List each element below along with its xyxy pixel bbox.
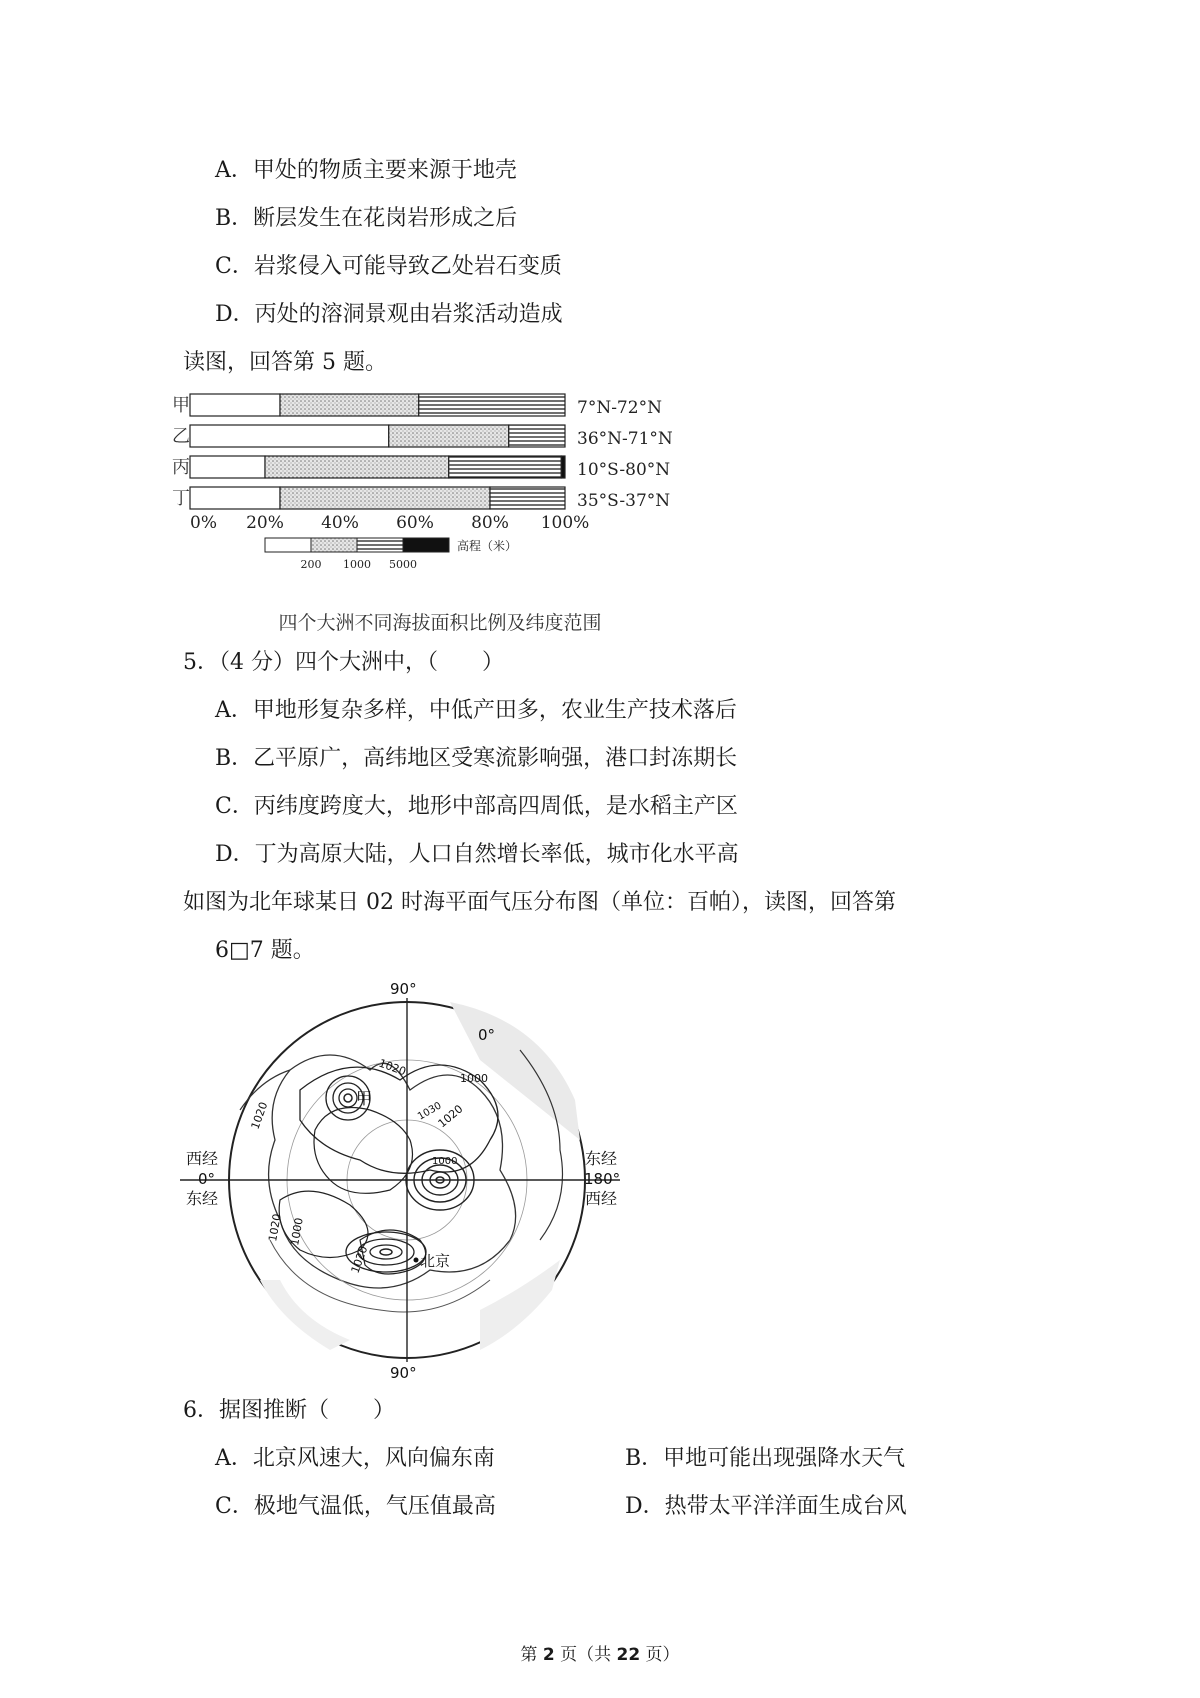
x-tick-label: 20% [246, 513, 284, 533]
q6-option-a: A．北京风速大，风向偏东南 [215, 1446, 495, 1471]
category-label: 丁 [172, 488, 190, 509]
footer-page-number: 2 [542, 1645, 555, 1665]
bar-segment [449, 456, 562, 478]
legend-swatch [357, 538, 403, 552]
x-tick-label: 40% [321, 513, 359, 533]
bar-segment [561, 456, 565, 478]
isobar-label: 1020 [376, 1056, 408, 1079]
label-east-right: 东经 [585, 1149, 618, 1168]
q6-option-b: B．甲地可能出现强降水天气 [625, 1446, 906, 1471]
q4-option-b: B．断层发生在花岗岩形成之后 [215, 206, 518, 231]
q5-option-c: C．丙纬度跨度大，地形中部高四周低，是水稻主产区 [215, 794, 738, 819]
latitude-range-label: 10°S-80°N [577, 460, 671, 480]
low-jia-ring [339, 1089, 357, 1107]
q4-option-c: C．岩浆侵入可能导致乙处岩石变质 [215, 254, 562, 279]
isobar-label: 1000 [288, 1216, 306, 1247]
bar-segment [389, 425, 509, 447]
pressure-map [180, 980, 620, 1380]
q67-intro-line1: 如图为北年球某日 02 时海平面气压分布图（单位：百帕），读图，回答第 [183, 890, 896, 915]
isobar-label: 1030 [416, 1100, 444, 1123]
x-tick-label: 0% [190, 513, 217, 533]
footer-text: 页） [640, 1645, 680, 1665]
ocean-patch [480, 1260, 560, 1350]
legend-threshold: 5000 [389, 558, 417, 571]
q67-intro-line2: 6□7 题。 [215, 938, 315, 963]
latitude-range-label: 35°S-37°N [577, 491, 671, 511]
x-tick-label: 100% [540, 513, 590, 533]
bar-segment [280, 487, 490, 509]
q6-option-d: D．热带太平洋洋面生成台风 [625, 1494, 907, 1519]
legend-threshold: 200 [300, 558, 322, 571]
bar-segment [190, 394, 280, 416]
beijing-point [414, 1258, 419, 1263]
bar-segment [509, 425, 565, 447]
x-tick-label: 80% [471, 513, 509, 533]
bar-segment [190, 487, 280, 509]
q5-intro: 读图，回答第 5 题。 [183, 350, 387, 375]
bar-segment [265, 456, 449, 478]
isobar-label: 1000 [460, 1072, 488, 1085]
q5-option-a: A．甲地形复杂多样，中低产田多，农业生产技术落后 [215, 698, 737, 723]
label-east-left: 东经 [186, 1189, 219, 1208]
q6-option-c: C．极地气温低，气压值最高 [215, 1494, 496, 1519]
label-180-deg: 180° [584, 1170, 621, 1188]
q5-option-d: D．丁为高原大陆，人口自然增长率低，城市化水平高 [215, 842, 739, 867]
ocean-patch [450, 1002, 580, 1140]
isobar-label: 1020 [266, 1212, 284, 1243]
label-beijing: 北京 [420, 1252, 451, 1270]
ocean-patch [260, 1280, 350, 1350]
category-label: 丙 [172, 457, 190, 478]
footer-text: 第 [520, 1645, 543, 1665]
legend-swatch [403, 538, 449, 552]
label-zero-deg: 0° [478, 1026, 496, 1044]
label-90-top: 90° [390, 980, 417, 998]
label-90-bottom: 90° [390, 1364, 417, 1382]
isobar-label: 1020 [248, 1100, 271, 1132]
q4-option-d: D．丙处的溶洞景观由岩浆活动造成 [215, 302, 563, 327]
legend-threshold: 1000 [343, 558, 371, 571]
page-footer [0, 1640, 1200, 1665]
category-label: 乙 [172, 426, 190, 447]
high-beijing-ring [370, 1245, 402, 1259]
latitude-range-label: 36°N-71°N [577, 429, 673, 449]
chart-title: 四个大洲不同海拔面积比例及纬度范围 [278, 612, 602, 634]
high-beijing-ring [380, 1249, 392, 1255]
footer-text: 页（共 [554, 1645, 617, 1665]
isobar-label: 1000 [432, 1156, 458, 1167]
isobar-label: 1020 [435, 1102, 466, 1131]
q5-option-b: B．乙平原广，高纬地区受寒流影响强，港口封冻期长 [215, 746, 738, 771]
label-0-deg: 0° [198, 1170, 216, 1188]
latitude-range-label: 7°N-72°N [577, 398, 662, 418]
bar-segment [190, 425, 389, 447]
bar-segment [419, 394, 565, 416]
bar-segment [280, 394, 419, 416]
legend-swatch [265, 538, 311, 552]
elevation-chart [172, 388, 740, 638]
isobar-label: 1020 [348, 1244, 371, 1276]
footer-total-pages: 22 [616, 1645, 641, 1665]
legend-title: 高程（米） [457, 539, 518, 553]
q5-stem: 5．（4 分）四个大洲中，（ ） [183, 650, 504, 675]
low-jia-ring [344, 1094, 352, 1102]
label-west-right: 西经 [585, 1189, 618, 1208]
category-label: 甲 [172, 395, 190, 416]
legend-swatch [311, 538, 357, 552]
x-tick-label: 60% [396, 513, 434, 533]
q6-stem: 6．据图推断（ ） [183, 1398, 395, 1423]
bar-segment [190, 456, 265, 478]
label-west-left: 西经 [186, 1149, 219, 1168]
q4-option-a: A．甲处的物质主要来源于地壳 [215, 158, 517, 183]
bar-segment [490, 487, 565, 509]
label-jia: 甲 [356, 1089, 373, 1108]
